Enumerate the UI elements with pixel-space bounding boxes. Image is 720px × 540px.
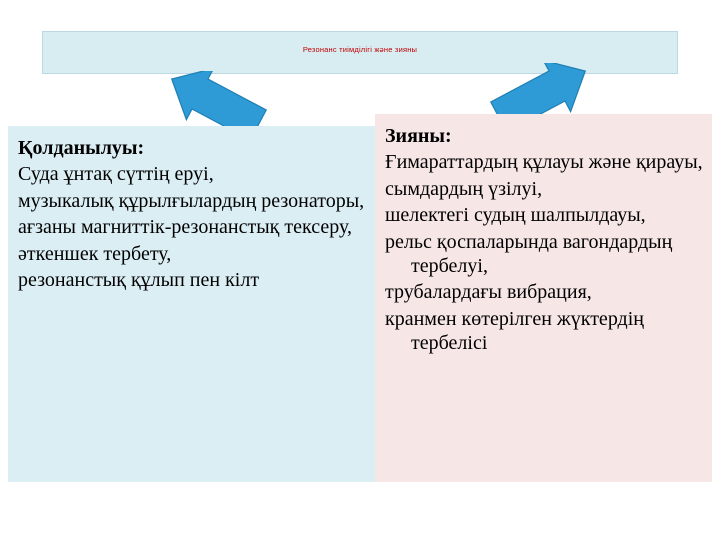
harm-item: шелектегі судың шалпылдауы, [385,204,646,227]
harm-item: сымдардың үзілуі, [385,177,543,200]
usage-panel-heading: Қолданылуы: [18,137,145,159]
usage-item: Суда ұнтақ сүттің еруі, [18,163,214,186]
page-title: Резонанс тиімділігі және зияны [302,45,418,54]
harm-item: Ғимараттардың құлауы және қирауы, [385,151,703,174]
arrow-down-left-icon [160,71,270,133]
usage-item: музыкалық құрылғылардың резонаторы, [18,189,365,212]
harm-item: кранмен көтерілген жүктердің тербелісі [385,307,644,355]
usage-item: резонанстық құлып пен кілт [18,268,260,291]
harm-item: трубалардағы вибрация, [385,281,592,304]
harm-panel-heading: Зияны: [385,125,452,147]
harm-panel [375,114,712,482]
usage-panel [8,126,375,482]
usage-item: ағзаны магниттік-резонанстық тексеру, [18,216,352,239]
harm-item: рельс қоспаларында вагондардың тербелуі, [385,230,673,277]
usage-item: әткеншек тербету, [18,242,172,265]
